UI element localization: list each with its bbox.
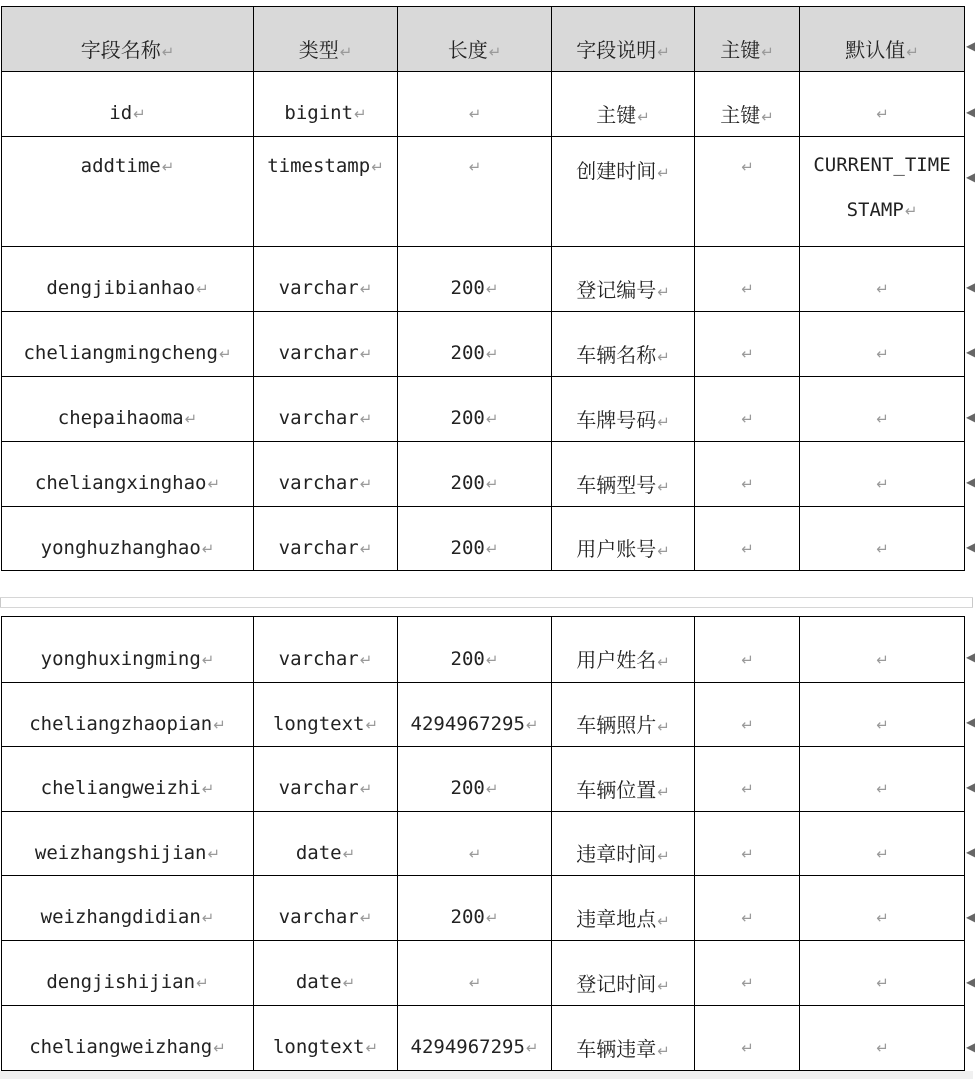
description-text: 车辆照片 [576, 713, 657, 737]
row-field-name-cell [2, 1006, 254, 1071]
row-primary-key-cell [695, 442, 800, 507]
table-row [2, 876, 965, 941]
paragraph-mark-icon: ↵ [657, 911, 670, 930]
row-primary-key-cell [695, 812, 800, 876]
paragraph-mark-icon: ↵ [468, 105, 482, 123]
length-text: 4294967295 [410, 712, 525, 735]
row-field-name-cell [2, 747, 254, 812]
paragraph-mark-icon: ↵ [485, 650, 499, 669]
primary-key-text: 主键 [720, 102, 761, 127]
row-description-cell [552, 72, 695, 137]
description-text: 违章地点 [576, 906, 657, 931]
row-end-mark-icon: ◀ [966, 170, 975, 184]
paragraph-mark-icon: ↵ [207, 844, 221, 863]
row-end-mark-icon: ◀ [966, 105, 975, 119]
paragraph-mark-icon: ↵ [741, 345, 754, 363]
row-description-cell [552, 137, 695, 247]
row-field-name-cell [2, 683, 254, 747]
paragraph-mark-icon: ↵ [876, 974, 889, 992]
paragraph-mark-icon: ↵ [876, 539, 889, 558]
row-primary-key-cell [695, 247, 800, 312]
row-default-value-cell [800, 247, 965, 312]
row-description-cell [552, 747, 695, 812]
paragraph-mark-icon: ↵ [359, 280, 373, 298]
table-row [2, 377, 965, 442]
header-field-name-cell [2, 7, 254, 72]
row-default-value-cell [800, 812, 965, 876]
default-value-text: CURRENT_TIMESTAMP↵ [813, 154, 951, 221]
row-field-name-cell [2, 442, 254, 507]
table-row [2, 72, 965, 137]
description-text: 车辆位置 [576, 777, 657, 802]
paragraph-mark-icon: ↵ [657, 542, 670, 560]
row-field-name-cell [2, 377, 254, 442]
row-type-cell [254, 137, 398, 247]
paragraph-mark-icon: ↵ [485, 780, 499, 798]
row-default-value-cell [800, 1006, 965, 1071]
row-type-cell [254, 442, 398, 507]
paragraph-mark-icon: ↵ [876, 345, 889, 363]
row-end-mark-icon: ◀ [966, 1040, 975, 1054]
row-length-cell [398, 683, 552, 747]
row-type-cell [254, 747, 398, 812]
row-length-cell [398, 617, 552, 683]
row-default-value-cell [800, 747, 965, 812]
paragraph-mark-icon: ↵ [525, 1039, 539, 1057]
paragraph-mark-icon: ↵ [876, 780, 889, 798]
paragraph-mark-icon: ↵ [218, 345, 232, 363]
paragraph-mark-icon: ↵ [876, 410, 889, 428]
paragraph-mark-icon: ↵ [354, 105, 367, 123]
type-text: varchar [278, 472, 359, 494]
row-description-cell [552, 876, 695, 941]
description-text: 登记时间 [576, 971, 657, 996]
row-default-value-cell [800, 507, 965, 571]
paragraph-mark-icon: ↵ [657, 164, 670, 182]
row-length-cell [398, 377, 552, 442]
row-type-cell [254, 617, 398, 683]
paragraph-mark-icon: ↵ [213, 1039, 226, 1057]
paragraph-mark-icon: ↵ [468, 974, 482, 992]
header-length-cell [398, 7, 552, 72]
table-row [2, 617, 965, 683]
paragraph-mark-icon: ↵ [488, 42, 502, 61]
paragraph-mark-icon: ↵ [525, 715, 539, 734]
paragraph-mark-icon: ↵ [359, 650, 373, 669]
schema-table-part-1 [1, 6, 965, 571]
table-row [2, 137, 965, 247]
paragraph-mark-icon: ↵ [657, 1041, 670, 1060]
paragraph-mark-icon: ↵ [657, 477, 670, 496]
row-field-name-cell [2, 507, 254, 571]
table-row [2, 312, 965, 377]
row-type-cell [254, 247, 398, 312]
paragraph-mark-icon: ↵ [904, 202, 918, 220]
paragraph-mark-icon: ↵ [741, 158, 754, 176]
paragraph-mark-icon: ↵ [485, 475, 499, 493]
description-text: 车辆违章 [576, 1036, 657, 1061]
paragraph-mark-icon: ↵ [485, 345, 499, 363]
paragraph-mark-icon: ↵ [761, 42, 774, 61]
paragraph-mark-icon: ↵ [339, 42, 353, 61]
row-description-cell [552, 312, 695, 377]
page-bottom-edge [0, 1071, 973, 1079]
description-text: 车辆型号 [576, 472, 657, 497]
row-primary-key-cell [695, 941, 800, 1006]
row-end-mark-icon: ◀ [966, 780, 975, 794]
row-primary-key-cell [695, 137, 800, 247]
row-type-cell [254, 812, 398, 876]
paragraph-mark-icon: ↵ [485, 539, 499, 558]
paragraph-mark-icon: ↵ [359, 345, 373, 363]
row-length-cell [398, 812, 552, 876]
row-description-cell [552, 1006, 695, 1071]
field-name-text: cheliangweizhang [29, 1036, 213, 1058]
description-text: 车牌号码 [576, 407, 657, 432]
row-primary-key-cell [695, 683, 800, 747]
row-primary-key-cell [695, 507, 800, 571]
paragraph-mark-icon: ↵ [365, 1039, 379, 1057]
row-default-value-cell [800, 377, 965, 442]
table-row [2, 507, 965, 571]
header-default-value-cell [800, 7, 965, 72]
row-length-cell [398, 72, 552, 137]
field-name-text: 字段名称 [80, 37, 161, 62]
row-description-cell [552, 507, 695, 571]
paragraph-mark-icon: ↵ [133, 105, 146, 123]
table-row [2, 1006, 965, 1071]
length-text: 200 [450, 647, 485, 670]
row-primary-key-cell [695, 747, 800, 812]
paragraph-mark-icon: ↵ [657, 282, 670, 301]
paragraph-mark-icon: ↵ [876, 280, 889, 298]
paragraph-mark-icon: ↵ [359, 539, 373, 558]
field-name-text: cheliangmingcheng [23, 342, 218, 364]
type-text: timestamp [267, 155, 371, 177]
type-text: varchar [278, 777, 359, 799]
field-name-text: cheliangzhaopian [29, 712, 213, 735]
paragraph-mark-icon: ↵ [741, 780, 754, 798]
table-row [2, 442, 965, 507]
length-text: 200 [450, 472, 485, 494]
field-name-text: weizhangshijian [34, 841, 207, 864]
row-field-name-cell [2, 876, 254, 941]
row-end-mark-icon: ◀ [966, 410, 975, 424]
field-name-text: addtime [80, 155, 161, 177]
description-text: 登记编号 [576, 277, 657, 302]
type-text: date [295, 841, 342, 864]
paragraph-mark-icon: ↵ [201, 909, 215, 927]
paragraph-mark-icon: ↵ [657, 847, 670, 865]
row-primary-key-cell [695, 72, 800, 137]
description-text: 主键 [596, 102, 637, 127]
paragraph-mark-icon: ↵ [161, 158, 175, 176]
paragraph-mark-icon: ↵ [657, 653, 670, 671]
field-name-text: dengjibianhao [46, 277, 196, 299]
table-row [2, 941, 965, 1006]
paragraph-mark-icon: ↵ [365, 715, 379, 734]
row-length-cell [398, 747, 552, 812]
field-name-text: weizhangdidian [40, 906, 201, 928]
table-row [2, 812, 965, 876]
type-text: varchar [278, 407, 359, 429]
paragraph-mark-icon: ↵ [161, 42, 175, 61]
type-text: varchar [278, 906, 359, 928]
field-name-text: dengjishijian [46, 971, 196, 993]
row-default-value-cell [800, 876, 965, 941]
row-description-cell [552, 377, 695, 442]
paragraph-mark-icon: ↵ [657, 347, 670, 366]
paragraph-mark-icon: ↵ [184, 410, 198, 428]
paragraph-mark-icon: ↵ [359, 475, 373, 493]
paragraph-mark-icon: ↵ [657, 412, 670, 431]
row-default-value-cell [800, 617, 965, 683]
paragraph-mark-icon: ↵ [201, 780, 215, 798]
field-name-text: cheliangxinghao [34, 472, 207, 494]
row-primary-key-cell [695, 617, 800, 683]
row-default-value-cell [800, 442, 965, 507]
paragraph-mark-icon: ↵ [359, 410, 373, 428]
row-end-mark-icon: ◀ [966, 39, 975, 53]
default-value-text: 默认值 [845, 37, 906, 62]
length-text: 200 [450, 277, 485, 299]
paragraph-mark-icon: ↵ [906, 42, 919, 61]
paragraph-mark-icon: ↵ [468, 844, 482, 863]
page-break [0, 571, 973, 616]
paragraph-mark-icon: ↵ [741, 844, 754, 863]
paragraph-mark-icon: ↵ [876, 844, 889, 863]
row-description-cell [552, 617, 695, 683]
row-type-cell [254, 377, 398, 442]
type-text: varchar [278, 342, 359, 364]
paragraph-mark-icon: ↵ [485, 410, 499, 428]
primary-key-text: 主键 [720, 37, 761, 62]
paragraph-mark-icon: ↵ [657, 976, 670, 995]
row-default-value-cell [800, 137, 965, 247]
paragraph-mark-icon: ↵ [741, 475, 754, 493]
header-description-cell [552, 7, 695, 72]
paragraph-mark-icon: ↵ [359, 909, 373, 927]
paragraph-mark-icon: ↵ [196, 974, 209, 992]
row-default-value-cell [800, 312, 965, 377]
row-length-cell [398, 507, 552, 571]
row-end-mark-icon: ◀ [966, 345, 975, 359]
paragraph-mark-icon: ↵ [761, 107, 774, 126]
row-field-name-cell [2, 941, 254, 1006]
paragraph-mark-icon: ↵ [876, 475, 889, 493]
paragraph-mark-icon: ↵ [876, 909, 889, 927]
table-header-row [2, 7, 965, 72]
row-default-value-cell [800, 941, 965, 1006]
paragraph-mark-icon: ↵ [201, 650, 215, 669]
type-text: bigint [284, 102, 354, 124]
length-text: 200 [450, 777, 485, 799]
row-field-name-cell [2, 72, 254, 137]
description-text: 字段说明 [576, 37, 657, 62]
row-primary-key-cell [695, 377, 800, 442]
paragraph-mark-icon: ↵ [741, 909, 754, 927]
description-text: 用户姓名 [576, 648, 657, 672]
paragraph-mark-icon: ↵ [485, 909, 499, 927]
row-length-cell [398, 442, 552, 507]
row-end-mark-icon: ◀ [966, 475, 975, 489]
row-description-cell [552, 247, 695, 312]
row-type-cell [254, 876, 398, 941]
row-field-name-cell [2, 137, 254, 247]
type-text: varchar [278, 277, 359, 299]
paragraph-mark-icon: ↵ [342, 974, 356, 992]
type-text: longtext [272, 712, 365, 735]
row-field-name-cell [2, 312, 254, 377]
row-end-mark-icon: ◀ [966, 845, 975, 859]
length-text: 长度 [447, 37, 488, 62]
row-end-mark-icon: ◀ [966, 715, 975, 729]
row-type-cell [254, 683, 398, 747]
row-length-cell [398, 941, 552, 1006]
row-type-cell [254, 1006, 398, 1071]
row-default-value-cell [800, 683, 965, 747]
paragraph-mark-icon: ↵ [876, 715, 889, 734]
paragraph-mark-icon: ↵ [342, 844, 356, 863]
row-primary-key-cell [695, 876, 800, 941]
table-row [2, 247, 965, 312]
row-field-name-cell [2, 812, 254, 876]
row-end-mark-icon: ◀ [966, 975, 975, 989]
paragraph-mark-icon: ↵ [876, 1039, 889, 1057]
paragraph-mark-icon: ↵ [741, 715, 754, 734]
paragraph-mark-icon: ↵ [637, 107, 650, 126]
row-type-cell [254, 312, 398, 377]
description-text: 车辆名称 [576, 342, 657, 367]
row-length-cell [398, 247, 552, 312]
row-primary-key-cell [695, 312, 800, 377]
paragraph-mark-icon: ↵ [657, 42, 670, 61]
length-text: 200 [450, 536, 485, 559]
schema-table-part-2 [1, 616, 965, 1071]
row-description-cell [552, 941, 695, 1006]
field-name-text: id [109, 102, 133, 124]
table-row [2, 747, 965, 812]
paragraph-mark-icon: ↵ [657, 718, 670, 736]
description-text: 用户账号 [576, 537, 657, 561]
paragraph-mark-icon: ↵ [741, 539, 754, 558]
row-length-cell [398, 1006, 552, 1071]
row-description-cell [552, 683, 695, 747]
row-primary-key-cell [695, 1006, 800, 1071]
row-end-mark-icon: ◀ [966, 910, 975, 924]
paragraph-mark-icon: ↵ [213, 715, 226, 734]
paragraph-mark-icon: ↵ [876, 650, 889, 669]
paragraph-mark-icon: ↵ [741, 280, 754, 298]
header-primary-key-cell [695, 7, 800, 72]
row-end-mark-icon: ◀ [966, 540, 975, 554]
length-text: 200 [450, 342, 485, 364]
description-text: 违章时间 [576, 842, 657, 866]
paragraph-mark-icon: ↵ [741, 1039, 754, 1057]
paragraph-mark-icon: ↵ [201, 539, 215, 558]
table-row [2, 683, 965, 747]
paragraph-mark-icon: ↵ [196, 280, 209, 298]
row-type-cell [254, 941, 398, 1006]
length-text: 200 [450, 407, 485, 429]
length-text: 4294967295 [410, 1036, 525, 1058]
field-name-text: yonghuzhanghao [40, 536, 201, 559]
paragraph-mark-icon: ↵ [741, 650, 754, 669]
row-field-name-cell [2, 247, 254, 312]
type-text: longtext [272, 1036, 365, 1058]
field-name-text: yonghuxingming [40, 647, 201, 670]
row-type-cell [254, 507, 398, 571]
type-text: 类型 [298, 37, 339, 62]
row-description-cell [552, 442, 695, 507]
row-end-mark-icon: ◀ [966, 650, 975, 664]
paragraph-mark-icon: ↵ [741, 974, 754, 992]
field-name-text: cheliangweizhi [40, 777, 201, 799]
type-text: varchar [278, 647, 359, 670]
paragraph-mark-icon: ↵ [485, 280, 499, 298]
type-text: date [295, 971, 342, 993]
length-text: 200 [450, 906, 485, 928]
paragraph-mark-icon: ↵ [741, 410, 754, 428]
description-text: 创建时间 [576, 159, 657, 183]
row-type-cell [254, 72, 398, 137]
paragraph-mark-icon: ↵ [468, 158, 482, 176]
row-length-cell [398, 876, 552, 941]
paragraph-mark-icon: ↵ [359, 780, 373, 798]
field-name-text: chepaihaoma [57, 407, 184, 429]
row-description-cell [552, 812, 695, 876]
paragraph-mark-icon: ↵ [657, 782, 670, 801]
row-default-value-cell [800, 72, 965, 137]
row-length-cell [398, 137, 552, 247]
type-text: varchar [278, 536, 359, 559]
header-type-cell [254, 7, 398, 72]
row-field-name-cell [2, 617, 254, 683]
row-length-cell [398, 312, 552, 377]
paragraph-mark-icon: ↵ [876, 105, 889, 123]
paragraph-mark-icon: ↵ [371, 158, 384, 176]
row-end-mark-icon: ◀ [966, 280, 975, 294]
paragraph-mark-icon: ↵ [207, 475, 221, 493]
